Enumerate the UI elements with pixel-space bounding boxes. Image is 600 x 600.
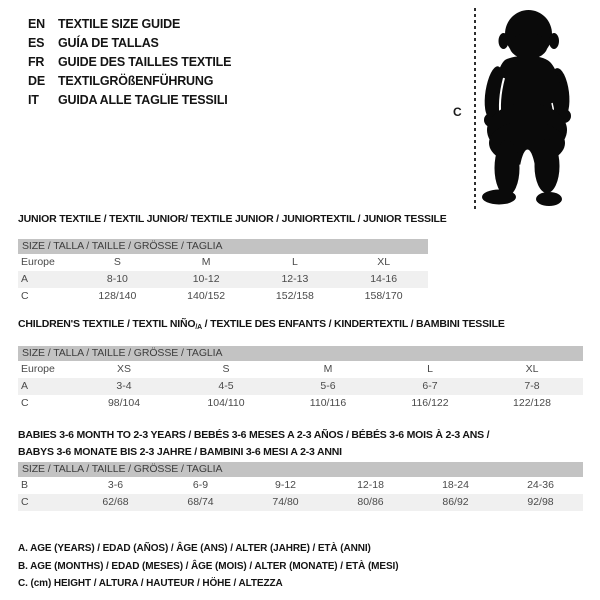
table-row [18,477,583,494]
size-cell: L [427,363,433,375]
table-size-header: SIZE / TALLA / TAILLE / GRÖSSE / TAGLIA [18,346,583,361]
table-row [18,395,583,412]
size-cell: XS [116,363,131,375]
size-cell: 6-9 [192,479,209,491]
size-cell: 14-16 [370,273,398,285]
size-cell: 122/128 [513,397,551,409]
table-size-header: SIZE / TALLA / TAILLE / GRÖSSE / TAGLIA [18,462,583,477]
size-cell: 9-12 [274,479,296,491]
size-cell: 80/86 [357,496,384,508]
size-cell: 74/80 [272,496,299,508]
legend-note-b: B. AGE (MONTHS) / EDAD (MESES) / ÂGE (MOIS) / ALTER (MONATE) / ETÀ (MESI) [18,560,399,572]
section-title-subscript: /A [195,324,202,331]
size-cell: S [113,256,121,268]
table-row [18,494,583,511]
size-cell: 12-18 [357,479,384,491]
size-cell: XL [525,363,539,375]
size-cell: 128/140 [98,290,137,302]
size-cell: 7-8 [524,380,540,392]
row-label: C [21,290,29,302]
section-title [18,318,583,334]
size-cell: 98/104 [107,397,141,409]
height-measure-line [474,8,476,209]
section-title-line2: BABYS 3-6 MONATE BIS 2-3 JAHRE / BAMBINI 3-6 MESI A 2-3 ANNI [18,445,342,458]
row-label: Europe [21,363,55,375]
table-row [18,271,428,288]
language-row [28,53,231,72]
height-label-c: C [453,105,462,119]
size-table-section-babies [18,427,583,511]
size-cell: XL [377,256,391,268]
size-cell: 110/116 [309,397,347,409]
language-row [28,72,231,91]
size-cell: 158/170 [364,290,403,302]
table-row [18,361,583,378]
toddler-silhouette-icon [480,8,592,210]
language-title: GUÍA DE TALLAS [58,36,159,50]
legend [18,540,398,593]
section-title-post: / TEXTILE DES ENFANTS / KINDERTEXTIL / BAMBINI TESSILE [201,318,505,330]
size-cell: 18-24 [442,479,469,491]
language-header [28,15,231,110]
size-cell: L [291,256,298,268]
size-table-section-children [18,318,583,412]
legend-note-a: A. AGE (YEARS) / EDAD (AÑOS) / ÂGE (ANS) / ALTER (JAHRE) / ETÀ (ANNI) [18,543,371,554]
legend-note-c: C. (cm) HEIGHT / ALTURA / HAUTEUR / HÖHE / ALTEZZA [18,578,283,589]
language-row [28,15,231,34]
table-row [18,378,583,395]
row-label: C [21,397,29,409]
size-cell: 4-5 [218,380,234,392]
size-cell: 140/152 [187,290,226,302]
table-row [18,288,428,305]
language-title: GUIDE DES TAILLES TEXTILE [58,55,232,69]
size-table-section-junior [18,213,447,305]
junior-size-table [18,239,428,305]
size-cell: 3-6 [107,479,124,491]
size-cell: 5-6 [320,380,336,392]
language-code: IT [28,93,39,107]
size-cell: 116/122 [411,397,449,409]
section-title: JUNIOR TEXTILE / TEXTIL JUNIOR/ TEXTILE JUNIOR / JUNIORTEXTIL / JUNIOR TESSILE [18,213,447,225]
size-cell: 86/92 [442,496,469,508]
babies-size-table [18,462,583,511]
language-title: TEXTILGRÖßENFÜHRUNG [58,74,214,88]
row-label: C [21,496,29,508]
size-cell: 3-4 [116,380,132,392]
row-label: A [21,380,29,392]
language-title: GUIDA ALLE TAGLIE TESSILI [58,93,228,107]
size-cell: 104/110 [207,397,245,409]
language-title: TEXTILE SIZE GUIDE [58,17,181,31]
size-cell: 62/68 [102,496,129,508]
language-code: DE [28,74,45,88]
size-cell: 6-7 [422,380,438,392]
size-cell: 12-13 [281,273,309,285]
table-size-header: SIZE / TALLA / TAILLE / GRÖSSE / TAGLIA [18,239,428,254]
children-size-table [18,346,583,412]
language-code: ES [28,36,45,50]
size-cell: 8-10 [106,273,128,285]
size-cell: 24-36 [527,479,554,491]
size-cell: 152/158 [275,290,314,302]
size-cell: 10-12 [192,273,220,285]
language-code: EN [28,17,45,31]
language-row [28,91,231,110]
size-cell: M [323,363,333,375]
language-row [28,34,231,53]
row-label: Europe [21,256,55,268]
section-title-pre: CHILDREN'S TEXTILE / TEXTIL NIÑO [18,318,196,330]
size-cell: M [201,256,211,268]
section-title [18,427,583,460]
size-cell: S [222,363,230,375]
size-cell: 92/98 [527,496,554,508]
size-cell: 68/74 [187,496,214,508]
row-label: B [21,479,29,491]
section-title-line1: BABIES 3-6 MONTH TO 2-3 YEARS / BEBÉS 3-6 MESES A 2-3 AÑOS / BÉBÉS 3-6 MOIS À 2-3 ANS / [18,429,490,441]
table-row [18,254,428,271]
language-code: FR [28,55,45,69]
row-label: A [21,273,29,285]
